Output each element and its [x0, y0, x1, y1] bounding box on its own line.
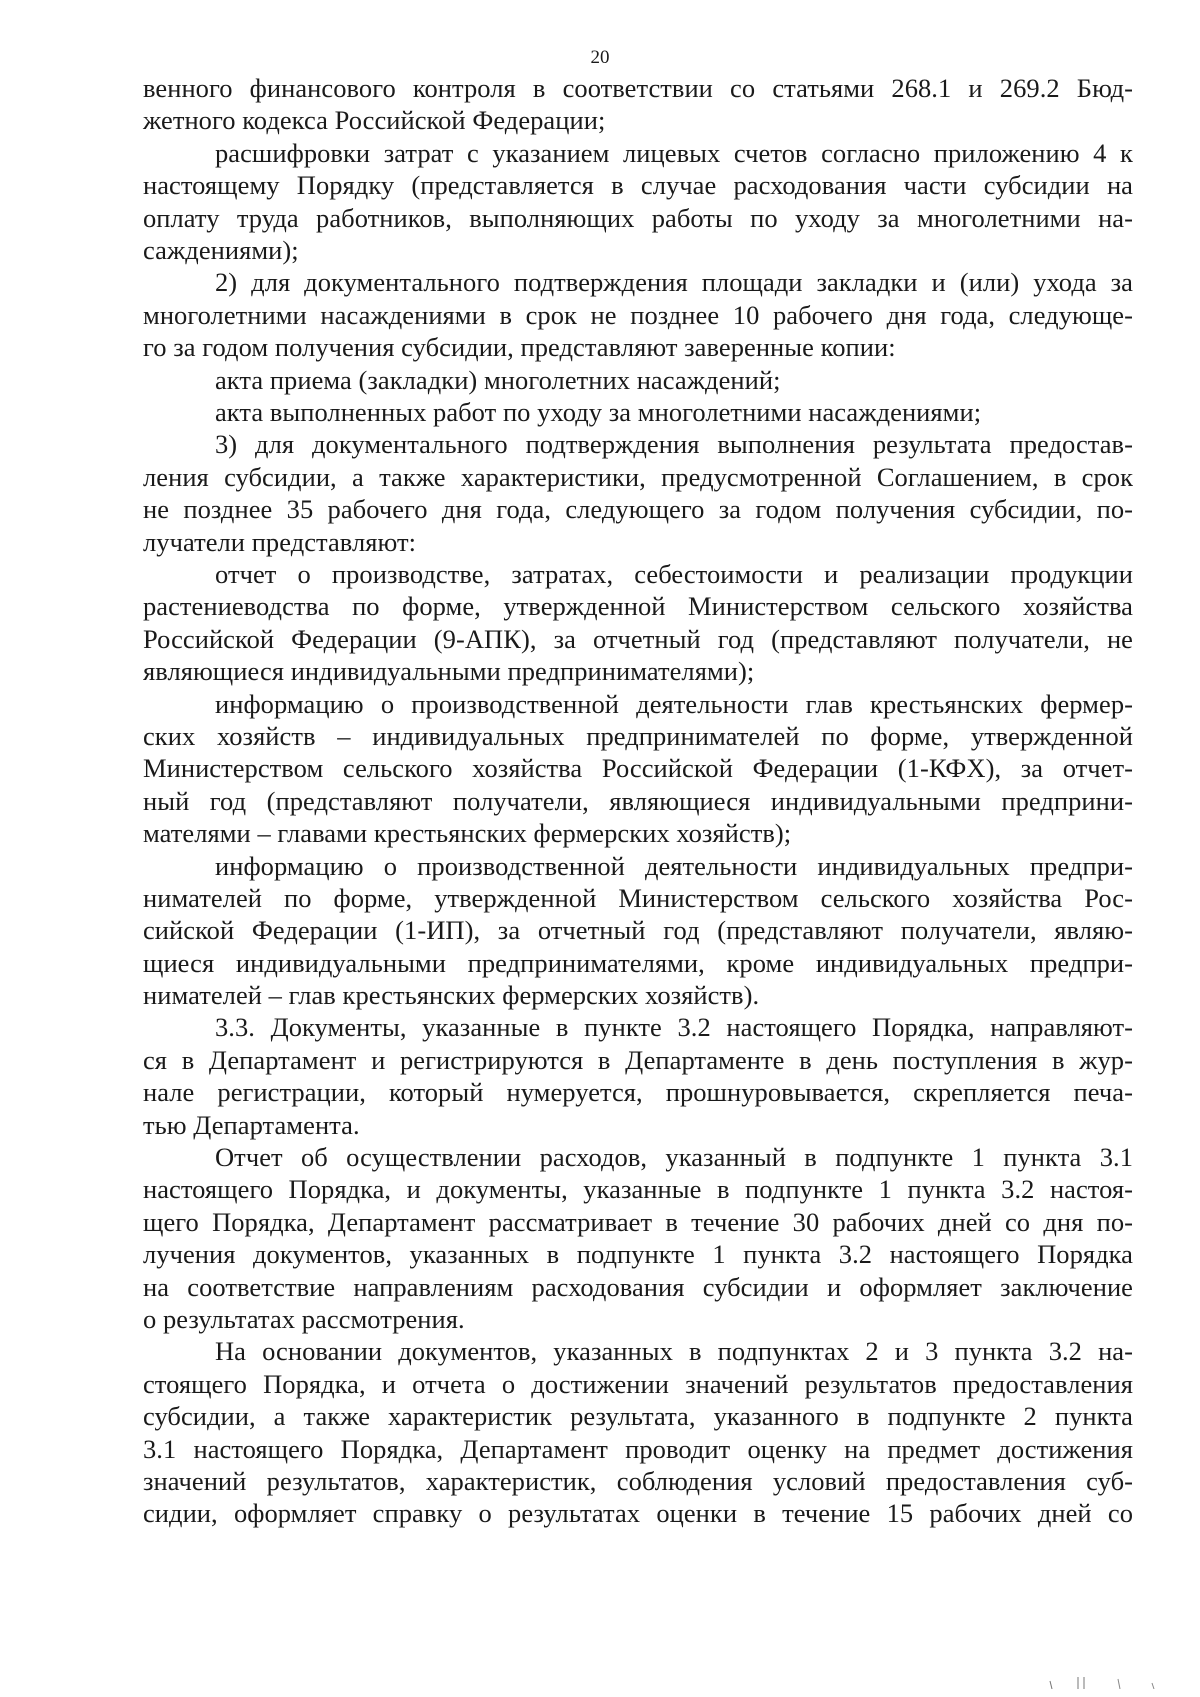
- text-line: нимателей – глав крестьянских фермерских хозяйств).: [143, 980, 760, 1011]
- text-line: отчет о производстве, затратах, себестоимости и реализации продукции: [215, 558, 1133, 589]
- text-line: го за годом получения субсидии, представляют заверенные копии:: [143, 332, 896, 363]
- text-line: тью Департамента.: [143, 1109, 360, 1140]
- text-line: информацию о производственной деятельности индивидуальных предпри-: [215, 850, 1133, 881]
- text-line: ный год (представляют получатели, являющиеся индивидуальными предприни-: [143, 785, 1133, 816]
- text-line: Российской Федерации (9-АПК), за отчетный год (представляют получатели, не: [143, 623, 1133, 654]
- text-line: щиеся индивидуальными предпринимателями, кроме индивидуальных предпри-: [143, 947, 1133, 978]
- text-line: оплату труда работников, выполняющих работы по уходу за многолетними на-: [143, 202, 1133, 233]
- text-line: сидии, оформляет справку о результатах оценки в течение 15 рабочих дней со: [143, 1498, 1133, 1529]
- text-line: настоящему Порядку (представляется в случае расходования части субсидии на: [143, 170, 1133, 201]
- text-line: 3) для документального подтверждения выполнения результата предостав-: [215, 429, 1133, 460]
- text-line: Отчет об осуществлении расходов, указанный в подпункте 1 пункта 3.1: [215, 1142, 1133, 1173]
- text-line: нале регистрации, который нумеруется, прошнуровывается, скрепляется печа-: [143, 1077, 1133, 1108]
- text-line: мателями – главами крестьянских фермерских хозяйств);: [143, 818, 792, 849]
- scan-artifact: [1040, 1675, 1160, 1689]
- text-line: настоящего Порядка, и документы, указанные в подпункте 1 пункта 3.2 настоя-: [143, 1174, 1133, 1205]
- text-line: саждениями);: [143, 234, 299, 265]
- text-line: 3.3. Документы, указанные в пункте 3.2 настоящего Порядка, направляют-: [215, 1012, 1133, 1043]
- text-line: на соответствие направлениям расходования субсидии и оформляет заключение: [143, 1271, 1133, 1302]
- text-line: являющиеся индивидуальными предпринимателями);: [143, 656, 755, 687]
- text-line: лучения документов, указанных в подпункте 1 пункта 3.2 настоящего Порядка: [143, 1239, 1133, 1270]
- text-line: стоящего Порядка, и отчета о достижении значений результатов предоставления: [143, 1368, 1133, 1399]
- text-line: акта приема (закладки) многолетних насаждений;: [215, 364, 781, 395]
- text-line: информацию о производственной деятельности глав крестьянских фермер-: [215, 688, 1133, 719]
- text-line: растениеводства по форме, утвержденной Министерством сельского хозяйства: [143, 591, 1133, 622]
- text-line: многолетними насаждениями в срок не позднее 10 рабочего дня года, следующе-: [143, 299, 1133, 330]
- text-line: расшифровки затрат с указанием лицевых счетов согласно приложению 4 к: [215, 137, 1133, 168]
- text-line: щего Порядка, Департамент рассматривает в течение 30 рабочих дней со дня по-: [143, 1206, 1133, 1237]
- text-line: Министерством сельского хозяйства Российской Федерации (1-КФХ), за отчет-: [143, 753, 1133, 784]
- text-line: жетного кодекса Российской Федерации;: [143, 105, 606, 136]
- page-number: 20: [590, 47, 610, 68]
- text-line: сийской Федерации (1-ИП), за отчетный год (представляют получатели, являю-: [143, 915, 1133, 946]
- text-line: 3.1 настоящего Порядка, Департамент проводит оценку на предмет достижения: [143, 1433, 1133, 1464]
- text-line: 2) для документального подтверждения площади закладки и (или) ухода за: [215, 267, 1133, 298]
- text-line: не позднее 35 рабочего дня года, следующего за годом получения субсидии, по-: [143, 494, 1133, 525]
- text-line: ских хозяйств – индивидуальных предпринимателей по форме, утвержденной: [143, 720, 1133, 751]
- text-line: ления субсидии, а также характеристики, предусмотренной Соглашением, в срок: [143, 461, 1133, 492]
- text-line: На основании документов, указанных в подпунктах 2 и 3 пункта 3.2 на-: [215, 1336, 1133, 1367]
- text-line: венного финансового контроля в соответствии со статьями 268.1 и 269.2 Бюд-: [143, 73, 1133, 103]
- text-line: значений результатов, характеристик, соблюдения условий предоставления суб-: [143, 1465, 1133, 1496]
- text-line: о результатах рассмотрения.: [143, 1304, 465, 1334]
- text-line: лучатели представляют:: [143, 526, 417, 557]
- text-line: субсидии, а также характеристик результата, указанного в подпункте 2 пункта: [143, 1401, 1133, 1432]
- text-line: акта выполненных работ по уходу за многолетними насаждениями;: [215, 396, 982, 427]
- document-body: [143, 72, 1133, 1530]
- text-line: ся в Департамент и регистрируются в Департаменте в день поступления в жур-: [143, 1044, 1133, 1075]
- text-line: нимателей по форме, утвержденной Министерством сельского хозяйства Рос-: [143, 882, 1133, 913]
